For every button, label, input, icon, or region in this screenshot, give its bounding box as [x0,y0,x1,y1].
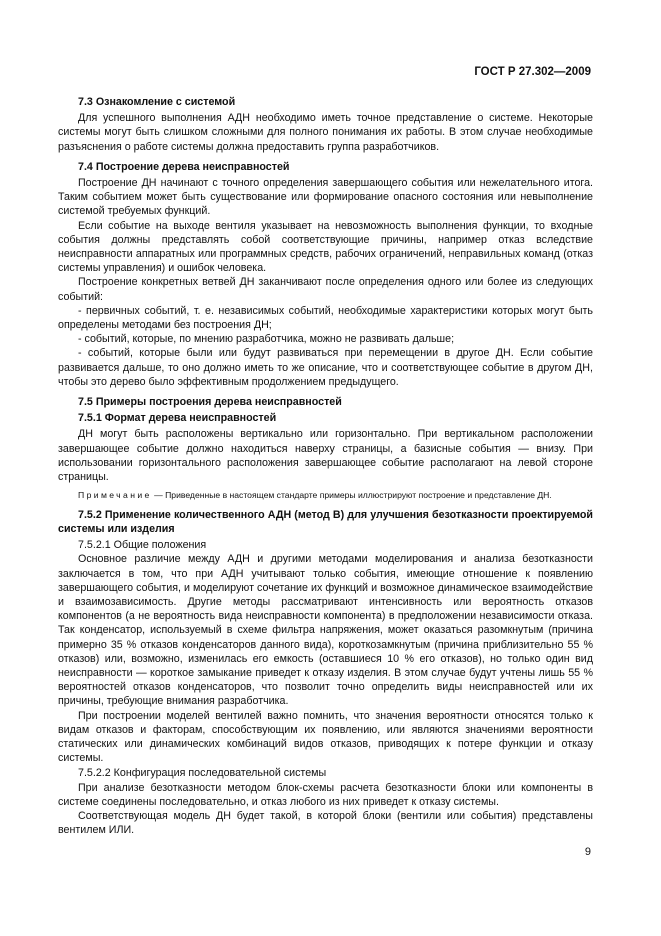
section-7-5-2-2-heading: 7.5.2.2 Конфигурация последовательной системы [78,767,327,780]
section-7-5-2-1-paragraph-2: При построении моделей вентилей важно помнить, что значения вероятности относятся только к видам отказов и факторам, способствующим их появлению, или являются значениями вероятности статических или динамических комбинаций видов отказов, приводящих к потере функции и отказу системы. [58,709,593,765]
page-content [58,95,593,837]
section-7-3-paragraph: Для успешного выполнения АДН необходимо иметь точное представление о системе. Некоторые системы могут быть слишком сложными для полного понимания их работы. В этом случае необходимые разъяснения о работе системы должна предоставить группа разработчиков. [58,112,593,153]
page-number: 9 [584,846,591,858]
section-7-5-2-1-paragraph-1: Основное различие между АДН и другими методами моделирования и анализа безотказности заключается в том, что при АДН учитывают только события, имеющие отношение к появлению завершающего события, и моделируют сочетание их функций и возможное динамическое взаимодействие и взаимозависимость. Другие методы рассматривают интенсивность или вероятность отказов компонентов (а не вероятность вида неисправности компонента) в предположении независимости отказа. Так конденсатор, используемый в схеме фильтра напряжения, может оказаться разомкнутым (причина примерно 35 % отказов конденсаторов данного вида), короткозамкнутым (причина приблизительно 55 % отказов) или, возможно, изменилась его емкость (оставшиеся 10 % его отказов), но только один вид неисправности — короткое замыкание приведет к отказу изделия. В этом случае будут учтены лишь 55 % вероятностей отказов конденсаторов, что позволит точно определить виды неисправностей или их причины, требующие внимания разработчика. [58,553,593,708]
list-item: - событий, которые, по мнению разработчика, можно не развивать дальше; [78,333,455,346]
section-7-4-heading: 7.4 Построение дерева неисправностей [78,160,290,173]
note-text: — Приведенные в настоящем стандарте примеры иллюстрируют построение и представление ДН. [151,490,552,501]
section-7-5-1-heading: 7.5.1 Формат дерева неисправностей [78,412,277,425]
section-7-4-paragraph-1: Построение ДН начинают с точного определения завершающего события или нежелательного итога. Таким событием может быть существование или формирование опасного состояния или невыполнение системой требуемых функций. [58,177,593,218]
section-7-3-heading: 7.3 Ознакомление с системой [78,96,236,108]
section-7-5-1-paragraph: ДН могут быть расположены вертикально или горизонтально. При вертикальном расположении завершающее событие должно находиться наверху страницы, а базисные события — внизу. При использовании горизонтального расположения завершающее событие располагают на левой стороне страницы. [58,428,593,484]
section-7-5-2-1-heading: 7.5.2.1 Общие положения [78,539,207,552]
section-7-5-2-heading: 7.5.2 Применение количественного АДН (метод В) для улучшения безотказности проектируемой системы или изделия [58,508,593,535]
document-header-code: ГОСТ Р 27.302—2009 [474,66,591,78]
list-item: - первичных событий, т. е. независимых событий, необходимые характеристики которых могут быть определены методами без построения ДН; [58,304,593,332]
section-7-4-paragraph-2: Если событие на выходе вентиля указывает на невозможность выполнения функции, то входные события должны представлять собой соответствующие причины, например отказ вследствие неисправности аппаратных или программных средств, рабочих ограничений, неправильных команд (отказ системы управления) и ошибок человека. [58,219,593,275]
note [58,490,593,502]
list-item: - событий, которые были или будут развиваться при перемещении в другое ДН. Если событие развивается дальше, то оно должно иметь то же описание, что и соответствующее событие в другом ДН, чтобы это дерево было эффективным продолжением предыдущего. [58,347,593,388]
section-7-4-paragraph-3: Построение конкретных ветвей ДН заканчивают после определения одного или более из следующих событий: [58,276,593,303]
section-7-5-heading: 7.5 Примеры построения дерева неисправностей [78,396,342,409]
note-label: Примечание [78,490,152,501]
section-7-5-2-2-paragraph-1: При анализе безотказности методом блок-схемы расчета безотказности блоки или компоненты в системе соединены последовательно, и отказ любого из них приведет к отказу системы. [58,781,593,808]
section-7-5-2-2-paragraph-2: Соответствующая модель ДН будет такой, в которой блоки (вентили или события) представлены вентилем ИЛИ. [58,810,593,837]
